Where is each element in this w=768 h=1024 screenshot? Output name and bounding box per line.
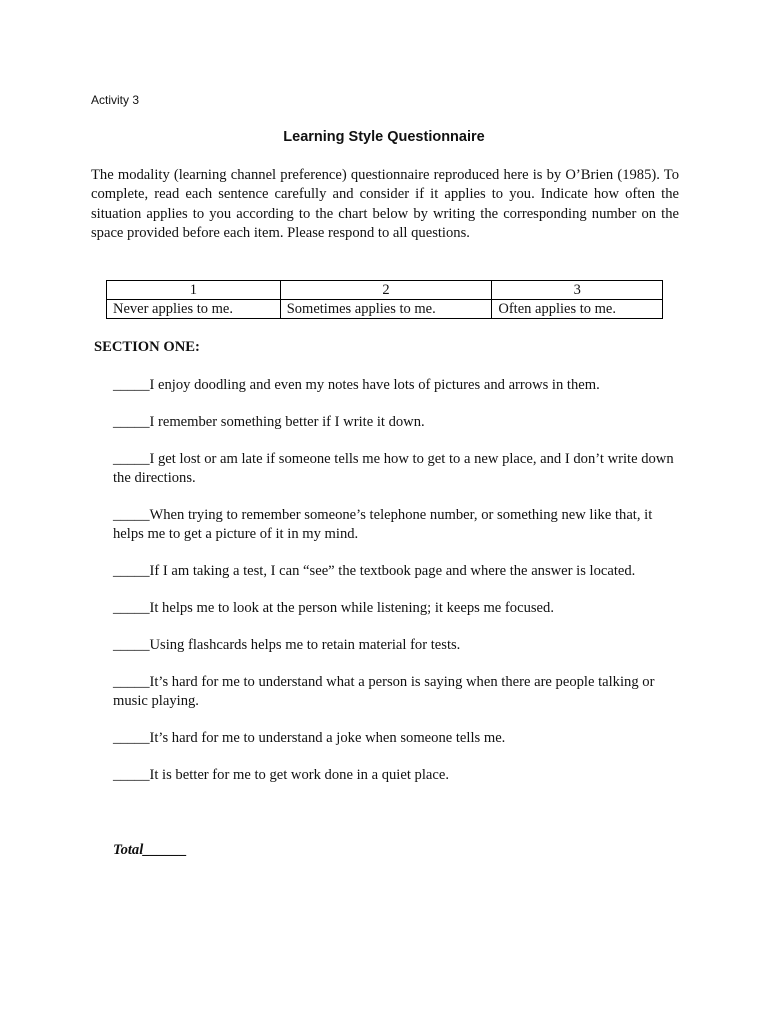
scale-label-often: Often applies to me.: [492, 300, 663, 319]
scale-label-sometimes: Sometimes applies to me.: [280, 300, 492, 319]
section-title: SECTION ONE:: [94, 339, 200, 355]
activity-label: Activity 3: [91, 93, 140, 107]
questionnaire-item: _____When trying to remember someone’s telephone number, or something new like that, it helps me to get a picture of it in my mind.: [113, 507, 653, 542]
questionnaire-items: [113, 376, 683, 803]
scale-number-2: 2: [280, 281, 492, 300]
scale-labels-row: [107, 300, 663, 319]
page-title: Learning Style Questionnaire: [283, 129, 485, 145]
questionnaire-item: _____It’s hard for me to understand what a person is saying when there are people talking or music playing.: [113, 674, 655, 709]
questionnaire-item: _____I get lost or am late if someone tells me how to get to a new place, and I don’t write down the directions.: [113, 451, 674, 486]
intro-paragraph: The modality (learning channel preference) questionnaire reproduced here is by O’Brien (1985). To complete, read each sentence carefully and consider if it applies to you. Indicate how often the situation applies to you according to the chart below by writing the corresponding number on the space provided before each item. Please respond to all questions.: [91, 167, 679, 241]
scale-number-1: 1: [107, 281, 281, 300]
scale-label-never: Never applies to me.: [107, 300, 281, 319]
questionnaire-item: _____It helps me to look at the person while listening; it keeps me focused.: [113, 600, 554, 616]
rating-scale-table: [106, 280, 663, 319]
total-label: Total______: [113, 842, 188, 858]
questionnaire-item: _____It is better for me to get work done in a quiet place.: [113, 767, 449, 783]
questionnaire-item: _____If I am taking a test, I can “see” the textbook page and where the answer is located.: [113, 563, 636, 579]
scale-number-3: 3: [492, 281, 663, 300]
questionnaire-item: _____I remember something better if I write it down.: [113, 414, 425, 430]
questionnaire-item: _____Using flashcards helps me to retain material for tests.: [113, 637, 461, 653]
questionnaire-item: _____I enjoy doodling and even my notes have lots of pictures and arrows in them.: [113, 377, 600, 393]
scale-numbers-row: [107, 281, 663, 300]
questionnaire-item: _____It’s hard for me to understand a joke when someone tells me.: [113, 730, 506, 746]
